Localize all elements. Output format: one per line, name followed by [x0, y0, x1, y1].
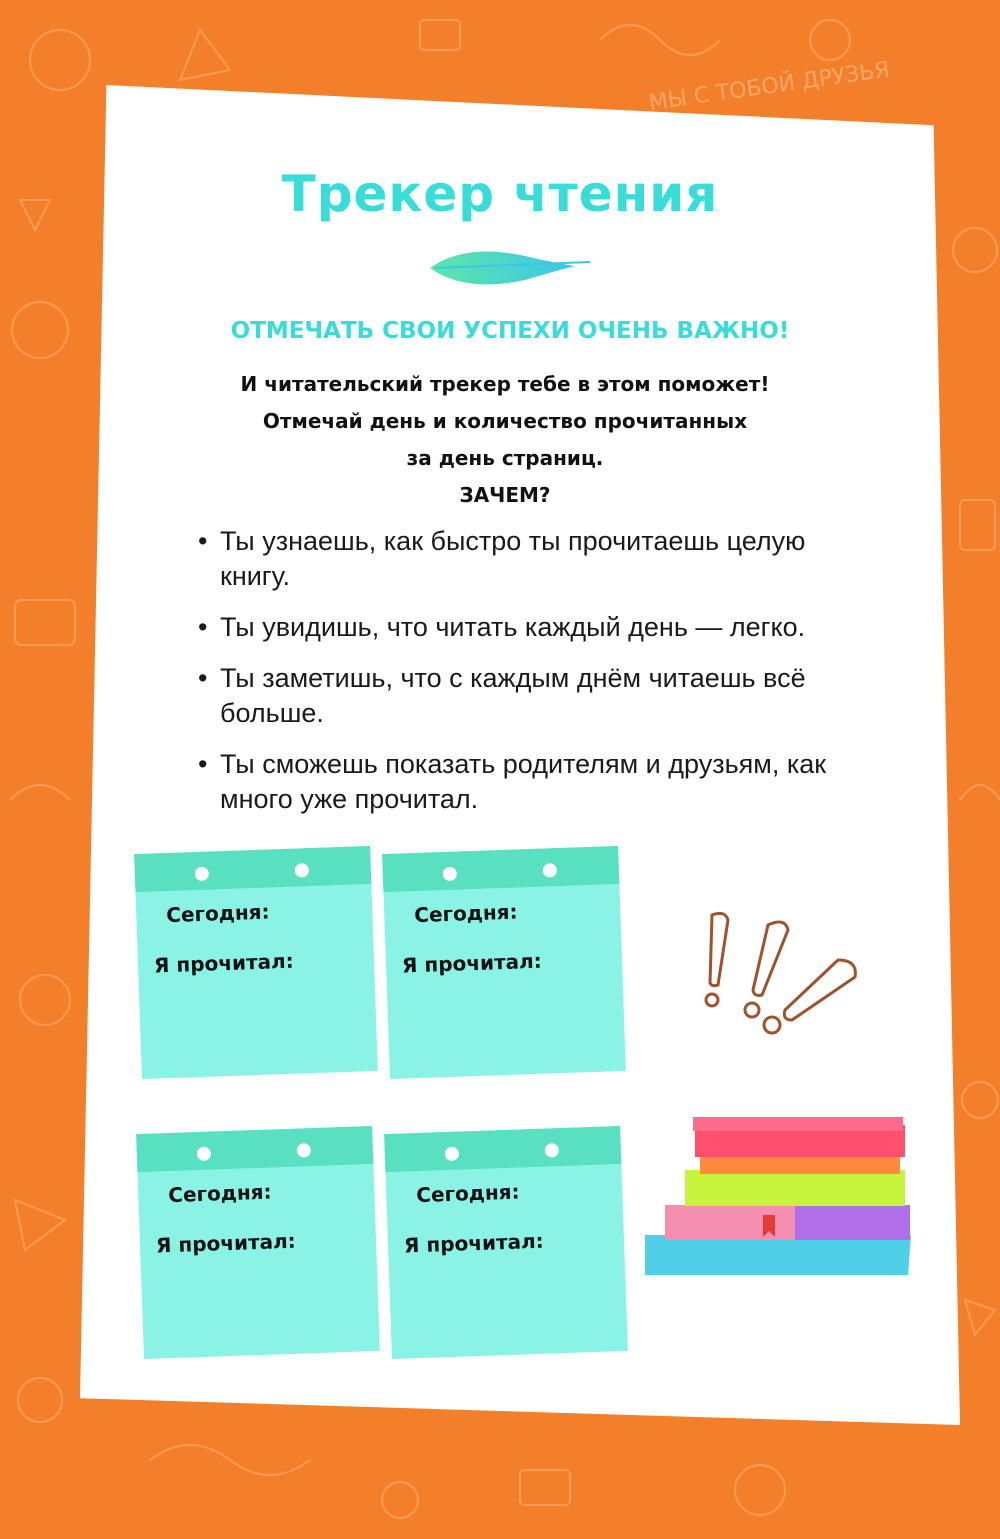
- list-item: • Ты заметишь, что с каждым днём читаешь всё больше.: [198, 663, 806, 728]
- page-title: Трекер чтения: [281, 165, 719, 223]
- read-label: Я прочитал:: [153, 948, 295, 978]
- intro-line: Отмечай день и количество прочитанных: [262, 409, 748, 433]
- tracker-note[interactable]: [134, 846, 378, 1079]
- feather-icon: [425, 238, 595, 298]
- note-band: [382, 846, 619, 892]
- list-item: • Ты узнаешь, как быстро ты прочитаешь целую книгу.: [198, 526, 806, 591]
- intro-line: ЗАЧЕМ?: [459, 483, 551, 507]
- today-label: Сегодня:: [165, 899, 270, 928]
- intro-line: И читательский трекер тебе в этом поможет!: [240, 372, 770, 396]
- subtitle: ОТМЕЧАТЬ СВОИ УСПЕХИ ОЧЕНЬ ВАЖНО!: [230, 318, 790, 344]
- read-label: Я прочитал:: [155, 1228, 297, 1258]
- today-label: Сегодня:: [167, 1179, 272, 1208]
- tracker-note[interactable]: [384, 1126, 628, 1359]
- bullet-icon: •: [198, 612, 208, 642]
- note-band: [136, 1126, 373, 1172]
- read-label: Я прочитал:: [403, 1228, 545, 1258]
- list-item: • Ты увидишь, что читать каждый день — легко.: [198, 610, 858, 645]
- tracker-note[interactable]: [136, 1126, 380, 1359]
- tracker-note[interactable]: [382, 846, 626, 1079]
- background-doodle-text: МЫ С ТОБОЙ ДРУЗЬЯ: [647, 57, 892, 116]
- bullet-icon: •: [198, 749, 208, 779]
- book-stack-icon: [645, 1105, 935, 1295]
- note-band: [384, 1126, 621, 1172]
- list-item: • Ты сможешь показать родителям и друзьям, как много уже прочитал.: [198, 749, 827, 814]
- note-band: [134, 846, 371, 892]
- bullet-icon: •: [198, 526, 208, 556]
- intro-text: [0, 366, 1000, 514]
- bullet-icon: •: [198, 663, 208, 693]
- intro-line: за день страниц.: [406, 446, 604, 470]
- read-label: Я прочитал:: [401, 948, 543, 978]
- reasons-list: [198, 524, 858, 833]
- today-label: Сегодня:: [415, 1179, 520, 1208]
- exclamation-marks-icon: [690, 905, 890, 1045]
- today-label: Сегодня:: [413, 899, 518, 928]
